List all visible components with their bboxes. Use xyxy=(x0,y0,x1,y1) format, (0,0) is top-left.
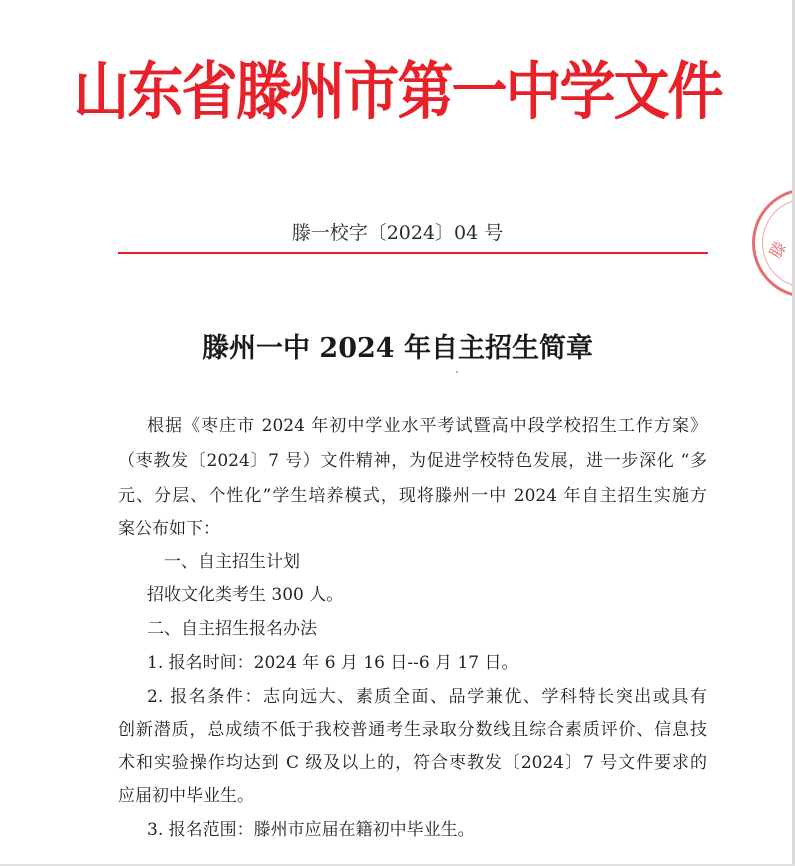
document-number: 滕一校字〔2024〕04 号 xyxy=(291,222,504,244)
body-line-quota: 招收文化类考生 300 人。 xyxy=(147,585,344,605)
body-line-3: 元、分层、个性化”学生培养模式，现将滕州一中 2024 年自主招生实施方 xyxy=(118,486,707,506)
red-divider-line xyxy=(118,252,708,254)
scan-speck xyxy=(456,371,458,373)
body-line-conditions-3: 术和实验操作均达到 C 级及以上的，符合枣教发〔2024〕7 号文件要求的 xyxy=(118,753,707,773)
body-line-conditions-2: 创新潜质，总成绩不低于我校普通考生录取分数线且综合素质评价、信息技 xyxy=(118,720,707,740)
item-registration-conditions: 2. 报名条件：志向远大、素质全面、品学兼优、学科特长突出或具有 xyxy=(147,687,707,707)
masthead-title: 山东省滕州市第一中学文件 xyxy=(73,55,722,129)
item-registration-time: 1. 报名时间：2024 年 6 月 16 日--6 月 17 日。 xyxy=(147,653,519,673)
section-heading-1: 一、自主招生计划 xyxy=(164,552,300,572)
body-line-4: 案公布如下： xyxy=(118,519,220,539)
official-seal-char: 滕 xyxy=(765,238,791,262)
body-line-conditions-4: 应届初中毕业生。 xyxy=(118,786,254,806)
document-title: 滕州一中 2024 年自主招生简章 xyxy=(202,333,593,364)
section-heading-2: 二、自主招生报名办法 xyxy=(147,619,317,639)
item-registration-scope: 3. 报名范围：滕州市应届在籍初中毕业生。 xyxy=(147,820,475,840)
body-line-2: （枣教发〔2024〕7 号）文件精神，为促进学校特色发展，进一步深化 “多 xyxy=(118,451,707,471)
body-line-1: 根据《枣庄市 2024 年初中学业水平考试暨高中段学校招生工作方案》 xyxy=(147,416,707,436)
